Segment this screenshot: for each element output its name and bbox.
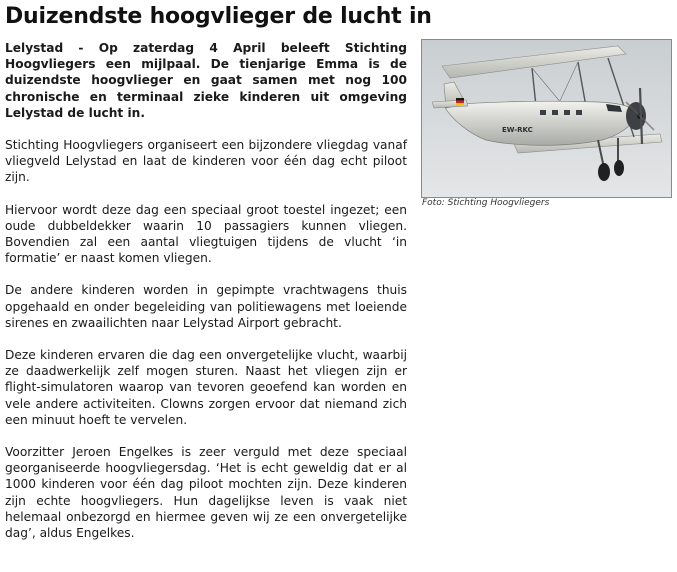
article-photo	[421, 39, 672, 198]
article-paragraph-3: De andere kinderen worden in gepimpte vrachtwagens thuis opgehaald en onder begeleiding van politiewagens met loeiende sirenes en zwaailichten naar Lelystad Airport gebracht.	[5, 283, 407, 330]
article-lead: Lelystad - Op zaterdag 4 April beleeft Stichting Hoogvliegers een mijlpaal. De tienjarige Emma is de duizendste hoogvlieger en gaat samen met nog 100 chronische en terminaal zieke kinderen uit omgeving Lelystad de lucht in.	[5, 41, 407, 120]
article-body	[5, 40, 407, 557]
biplane-photo	[422, 40, 671, 197]
article-paragraph-2: Hiervoor wordt deze dag een speciaal groot toestel ingezet; een oude dubbeldekker waarin 10 passagiers kunnen vliegen. Bovendien zal een aantal vliegtuigen tijdens de vlucht ‘in formatie’ er naast komen vliegen.	[5, 202, 407, 266]
article-title: Duizendste hoogvlieger de lucht in	[5, 4, 432, 29]
article-paragraph-1: Stichting Hoogvliegers organiseert een bijzondere vliegdag vanaf vliegveld Lelystad en laat de kinderen voor één dag echt piloot zijn.	[5, 138, 407, 185]
article-paragraph-4: Deze kinderen ervaren die dag een onvergetelijke vlucht, waarbij ze daadwerkelijk zelf mogen sturen. Naast het vliegen zijn er flight-simulatoren waarop van tevoren geoefend kan worden en vele andere activiteiten. Clowns zorgen ervoor dat niemand zich een minuut hoeft te vervelen.	[5, 348, 407, 427]
article-paragraph-5: Voorzitter Jeroen Engelkes is zeer verguld met deze speciaal georganiseerde hoogvliegersdag. ‘Het is echt geweldig dat er al 1000 kinderen voor één dag piloot mochten zijn. Deze kinderen zijn echte hoogvliegers. Hun dagelijkse leven is vaak niet helemaal onbezorgd en hiermee geven wij ze een onvergetelijke dag’, aldus Engelkes.	[5, 445, 407, 541]
aircraft-registration: EW-RKC	[502, 126, 533, 134]
photo-caption: Foto: Stichting Hoogvliegers	[422, 198, 550, 208]
